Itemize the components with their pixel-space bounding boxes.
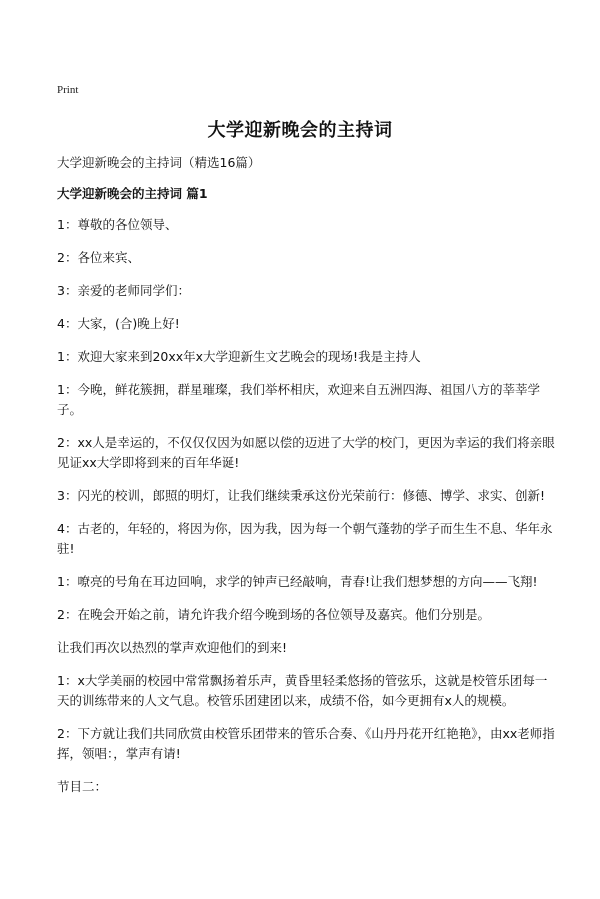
- paragraph: 4：大家，(合)晚上好!: [57, 316, 180, 331]
- paragraph: 1：欢迎大家来到20xx年x大学迎新生文艺晚会的现场!我是主持人: [57, 349, 421, 364]
- paragraph: 3：亲爱的老师同学们：: [57, 283, 190, 298]
- paragraph: 4：古老的，年轻的，将因为你，因为我，因为每一个朝气蓬勃的学子而生生不息、华年永驻!: [57, 521, 553, 556]
- paragraph: 3：闪光的校训，郎照的明灯，让我们继续秉承这份光荣前行：修德、博学、求实、创新!: [57, 488, 545, 503]
- paragraph: 节目二：: [57, 779, 108, 794]
- paragraph: 1：尊敬的各位领导、: [57, 217, 178, 232]
- paragraph: 1：嘹亮的号角在耳边回响，求学的钟声已经敲响，青春!让我们想梦想的方向——飞翔!: [57, 574, 538, 589]
- paragraph: 2：在晚会开始之前，请允许我介绍今晚到场的各位领导及嘉宾。他们分别是。: [57, 607, 490, 622]
- document-body: [57, 153, 557, 810]
- paragraph: 让我们再次以热烈的掌声欢迎他们的到来!: [57, 640, 288, 655]
- print-label: Print: [57, 84, 79, 96]
- document-title: 大学迎新晚会的主持词: [207, 120, 393, 141]
- paragraph: 1：今晚，鲜花簇拥，群星璀璨，我们举杯相庆，欢迎来自五洲四海、祖国八方的莘莘学子。: [57, 382, 540, 417]
- paragraph: 1：x大学美丽的校园中常常飘扬着乐声，黄昏里轻柔悠扬的管弦乐，这就是校管乐团每一天的训练带来的人文气息。校管乐团建团以来，成绩不俗，如今更拥有x人的规模。: [57, 673, 548, 708]
- paragraph: 2：各位来宾、: [57, 250, 140, 265]
- section-heading: 大学迎新晚会的主持词 篇1: [57, 186, 208, 201]
- paragraph: 2：下方就让我们共同欣赏由校管乐团带来的管乐合奏、《山丹丹花开红艳艳》，由xx老师指挥，领唱：，掌声有请!: [57, 726, 555, 761]
- document-subtitle: 大学迎新晚会的主持词（精选16篇）: [57, 155, 261, 170]
- paragraph: 2：xx人是幸运的，不仅仅仅因为如愿以偿的迈进了大学的校门，更因为幸运的我们将亲眼见证xx大学即将到来的百年华诞!: [57, 435, 555, 470]
